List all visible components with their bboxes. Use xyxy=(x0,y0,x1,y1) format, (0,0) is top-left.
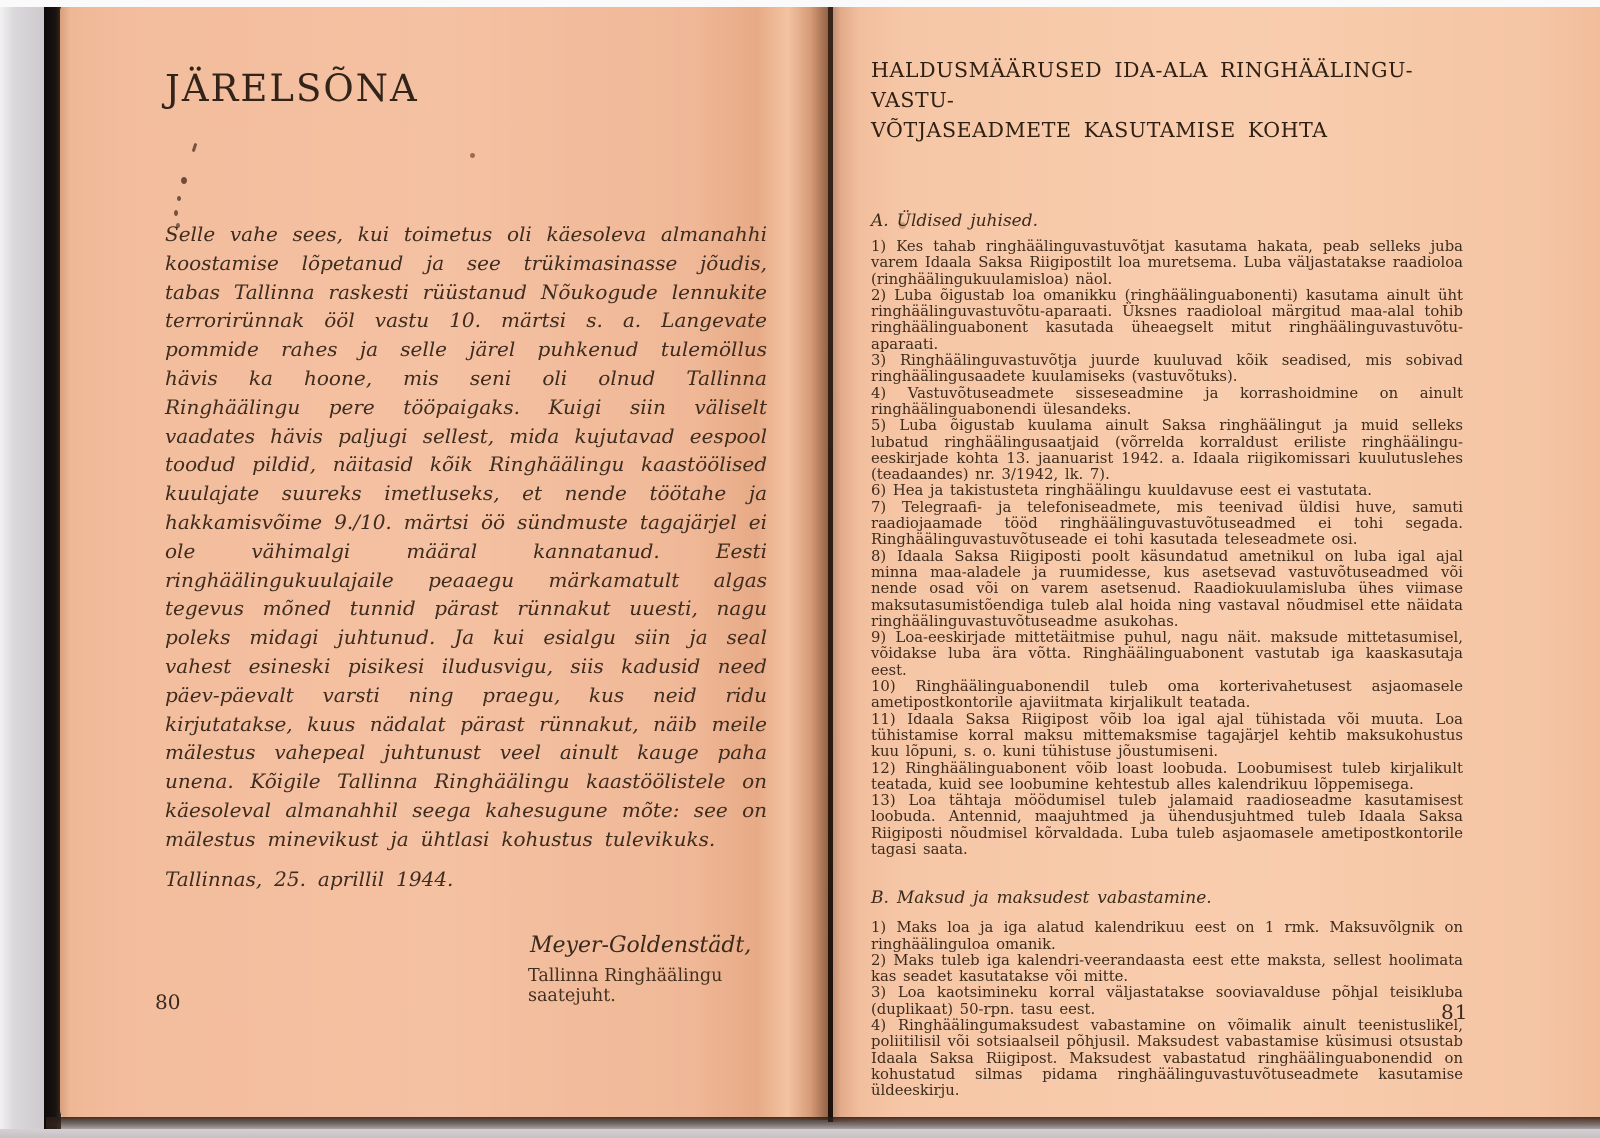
left-page xyxy=(60,7,830,1120)
left-page-column xyxy=(165,67,767,1006)
scanner-bottom-strip xyxy=(0,1129,1600,1138)
section-b-heading: B. Maksud ja maksudest vabastamine. xyxy=(871,888,1212,909)
dateline: Tallinnas, 25. aprillil 1944. xyxy=(165,866,454,891)
section-a-heading: A. Üldised juhised. xyxy=(871,211,1039,231)
right-page-column xyxy=(871,55,1463,1100)
scanner-top-strip xyxy=(0,0,1600,7)
regulation-item: 4) Ringhäälingumaksudest vabastamine on võimalik ainult teenistuslikel, poliitilisil või sotsiaalseil põhjusil. Maksudest vabastamise küsimusi otsustab Idaala Saksa Riigipost. Maksudest vabastatud ringhäälinguabonendid on kohustatud silmas pidama ringhäälinguvastuvõtuseadmete kasutamise üldeeskirju. xyxy=(871,1017,1463,1100)
regulation-item: 3) Ringhäälinguvastuvõtja juurde kuuluvad kõik seadised, mis sobivad ringhäälingusaadete kuulamiseks (vastuvõtuks). xyxy=(871,352,1463,386)
regulation-item: 2) Maks tuleb iga kalendri-veerandaasta eest ette maksta, sellest hoolimata kas seadet kasutatakse või mitte. xyxy=(871,951,1463,986)
regulation-item: 10) Ringhäälinguabonendil tuleb oma korterivahetusest asjaomasele ametipostkontorile ajaviitmata kirjalikult teatada. xyxy=(871,678,1463,712)
right-page xyxy=(833,0,1600,1122)
regulation-item: 2) Luba õigustab loa omanikku (ringhäälinguabonenti) kasutama ainult üht ringhäälinguvastuvõtu-aparaati. Üksnes raadioloal märgitud maa-alal tohib ringhäälinguabonent kasutada üheaegselt mitut ringhäälinguvastuvõtu-aparaati. xyxy=(871,286,1463,353)
book-cover-edge xyxy=(44,4,61,1132)
scanner-background xyxy=(0,0,46,1138)
regulation-item: 9) Loa-eeskirjade mittetäitmise puhul, nagu näit. maksude mittetasumisel, võidakse luba ära võtta. Ringhäälinguabonent vastutab iga kaaskasutaja eest. xyxy=(871,629,1463,679)
document-heading-line1: HALDUSMÄÄRUSED IDA-ALA RINGHÄÄLINGU-VASTU- xyxy=(871,58,1414,112)
document-heading xyxy=(871,55,1463,145)
regulation-item: 13) Loa tähtaja möödumisel tuleb jalamaid raadioseadme kasutamisest loobuda. Antennid, maajuhtmed ja ühendusjuhtmed tuleb Idaala Saksa Riigiposti nõudmisel kõrvaldada. Luba tuleb asjaomasele ametipostkontorile tagasi saata. xyxy=(871,792,1463,858)
regulation-item: 5) Luba õigustab kuulama ainult Saksa ringhäälingut ja muid selleks lubatud ringhäälingusaatjaid (võrrelda korraldust eriliste ringhäälingu-eeskirjade kohta 13. jaanuarist 1942. a. Idaala riigikomissari kuulutuslehes (teadaandes) nr. 3/1942, lk. 7). xyxy=(871,417,1463,484)
section-b-items xyxy=(871,920,1463,1099)
signature-block xyxy=(165,933,767,1006)
regulation-item: 12) Ringhäälinguabonent võib loast loobuda. Loobumisest tuleb kirjalikult teatada, kuid see loobumine kehtestub alles kalendrikuu lõppemisega. xyxy=(871,759,1463,793)
regulation-item: 7) Telegraafi- ja telefoniseadmete, mis teenivad üldisi huve, samuti raadiojaamade tööd ringhäälinguvastuvõtuseadmed ei tohi segada. Ringhäälinguvastuvõtuseade ei tohi kasutada teleseadmete osi. xyxy=(871,498,1463,549)
regulation-item: 11) Idaala Saksa Riigipost võib loa igal ajal tühistada või muuta. Loa tühistamise korral maksu mittemaksmise tagajärjel kehtib maksukohustus kuu lõpuni, s. o. kuni tühistuse jõustumiseni. xyxy=(871,710,1463,761)
regulation-item: 6) Hea ja takistusteta ringhäälingu kuuldavuse eest ei vastutata. xyxy=(871,482,1373,500)
regulation-item: 4) Vastuvõtuseadmete sisseseadmine ja korrashoidmine on ainult ringhäälinguabonendi ülesandeks. xyxy=(871,384,1463,418)
document-heading-line2: VÕTJASEADMETE KASUTAMISE KOHTA xyxy=(871,118,1328,142)
regulation-item: 3) Loa kaotsimineku korral väljastatakse sooviavalduse põhjal teisikluba (duplikaat) 50-rpn. tasu eest. xyxy=(871,984,1463,1018)
page-number-right: 81 xyxy=(1441,1000,1469,1024)
regulation-item: 8) Idaala Saksa Riigiposti poolt käsundatud ametnikul on luba igal ajal minna maa-aladele ja ruumidesse, kus asetsevad vastuvõtuseadmed või nende osad või on varem asetsenud. Raadiokuulamisluba ühes viimase maksutasumistõendiga tuleb alal hoida ning vastaval nõudmisel ette näidata ringhäälinguvastuvõtuseadme asukohas. xyxy=(871,547,1463,630)
section-a-items xyxy=(871,239,1463,858)
afterword-body: Selle vahe sees, kui toimetus oli käesoleva almanahhi koostamise lõpetanud ja see trükimasinasse jõudis, tabas Tallinna raskesti rüüstanud Nõukogude lennukite terrorirünnak ööl vastu 10. märtsi s. a. Langevate pommide rahes ja selle järel puhkenud tulemöllus hävis ka hoone, mis seni oli olnud Tallinna Ringhäälingu pere tööpaigaks. Kuigi siin väliselt vaadates hävis paljugi sellest, mida kujutavad eespool toodud pildid, näitasid kõik Ringhäälingu kaastöölised kuulajate suureks imetluseks, et nende töötahe ja hakkamisvõime 9./10. märtsi öö sündmuste tagajärjel ei ole vähimalgi määral kannatanud. Eesti ringhäälingukuulajaile peaaegu märkamatult algas tegevus mõned tunnid pärast rünnakut uuesti, nagu poleks midagi juhtunud. Ja kui esialgu siin ja seal vahest esineski pisikesi iludusvigu, siis kadusid need päev-päevalt varsti ning praegu, kus neid ridu kirjutatakse, kuus nädalat pärast rünnakut, näib meile mälestus vahepeal juhtunust veel ainult kauge paha unena. Kõigile Tallinna Ringhäälingu kaastöölistele on käesoleval almanahhil seega kahesugune mõte: see on mälestus minevikust ja ühtlasi kohustus tulevikuks. xyxy=(165,222,767,851)
chapter-title: JÄRELSÕNA xyxy=(165,67,419,110)
page-number-left: 80 xyxy=(155,990,181,1014)
regulation-item: 1) Kes tahab ringhäälinguvastuvõtjat kasutama hakata, peab selleks juba varem Idaala Saksa Riigipostilt loa muretsema. Luba väljastatakse raadioloa (ringhäälingukuulamisloa) näol. xyxy=(871,238,1463,288)
signature-name: Meyer-Goldenstädt, xyxy=(530,932,752,958)
signature-role: Tallinna Ringhäälingu saatejuht. xyxy=(528,965,723,1006)
regulation-item: 1) Maks loa ja iga alatud kalendrikuu eest on 1 rmk. Maksuvõlgnik on ringhäälinguloa omanik. xyxy=(871,919,1463,953)
